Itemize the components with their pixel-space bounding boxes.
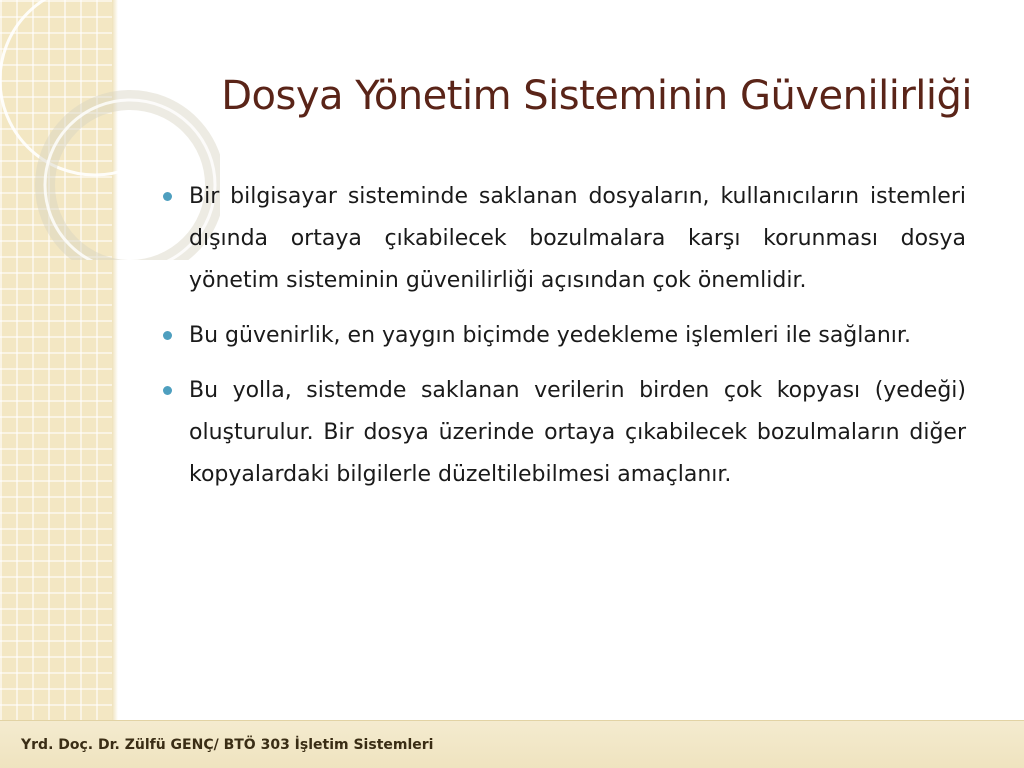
bullet-item (163, 370, 966, 496)
bullet-dot-icon (163, 331, 172, 340)
footer-text: Yrd. Doç. Dr. Zülfü GENÇ/ BTÖ 303 İşletim Sistemleri (21, 737, 434, 753)
bullet-text: Bir bilgisayar sisteminde saklanan dosyaların, kullanıcıların istemleri dışında ortaya çıkabilecek bozulmalara karşı korunması dosya yönetim sisteminin güvenilirliği açısından çok önemlidir. (189, 184, 966, 293)
bullet-text: Bu güvenirlik, en yaygın biçimde yedekleme işlemleri ile sağlanır. (189, 323, 911, 348)
bullet-dot-icon (163, 192, 172, 201)
bullet-list (163, 176, 966, 509)
bullet-text: Bu yolla, sistemde saklanan verilerin birden çok kopyası (yedeği) oluşturulur. Bir dosya üzerinde ortaya çıkabilecek bozulmaların diğer kopyalardaki bilgilerle düzeltilebilmesi amaçlanır. (189, 378, 966, 487)
decorative-circle-large (0, 0, 190, 175)
bullet-item (163, 315, 966, 357)
slide-title: Dosya Yönetim Sisteminin Güvenilirliği (221, 73, 972, 119)
bullet-dot-icon (163, 386, 172, 395)
bullet-item (163, 176, 966, 302)
